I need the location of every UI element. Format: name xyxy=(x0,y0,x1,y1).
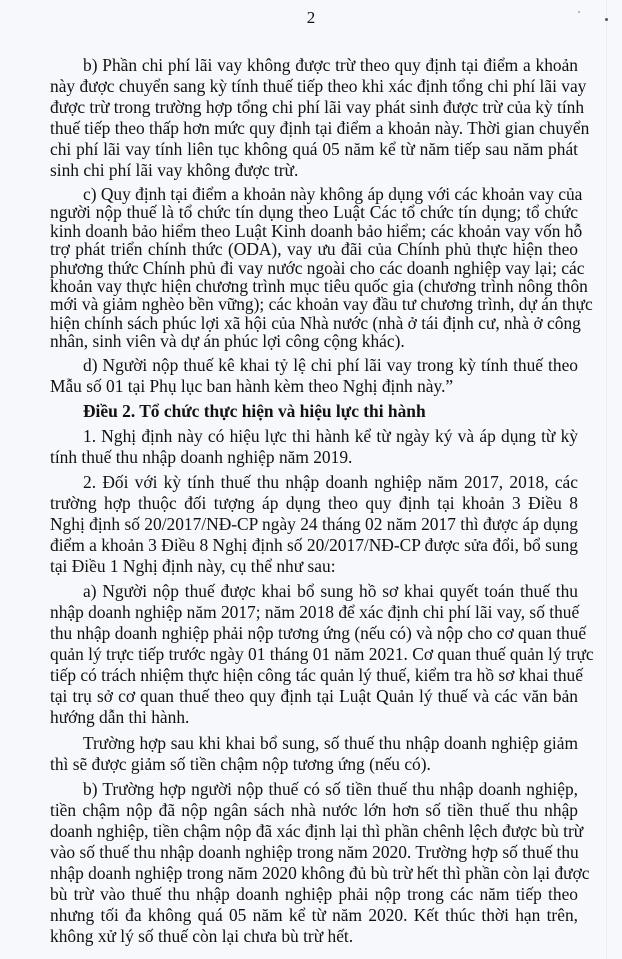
paragraph-line: điểm a khoản 3 Điều 8 Nghị định số 20/2017/NĐ-CP được sửa đổi, bổ sung xyxy=(50,535,578,555)
paragraph-line: b) Trường hợp người nộp thuế có số tiền thuế thu nhập doanh nghiệp, xyxy=(83,779,578,799)
paragraph-line: trợ phát triển chính thức (ODA), vay ưu đãi của Chính phủ thực hiện theo xyxy=(50,239,578,259)
paragraph-line: nhập doanh nghiệp trong năm 2020 không đủ bù trừ hết thì phần còn lại được xyxy=(50,863,590,883)
paragraph-line: tiếp có trách nhiệm thực hiện công tác quản lý thuế, kiểm tra hồ sơ khai thuế xyxy=(50,665,583,685)
paragraph-line: d) Người nộp thuế kê khai tỷ lệ chi phí lãi vay trong kỳ tính thuế theo xyxy=(83,355,578,375)
paragraph-line: không xử lý số thuế còn lại chưa bù trừ hết. xyxy=(50,926,354,946)
paragraph-line: a) Người nộp thuế được khai bổ sung hồ sơ khai quyết toán thuế thu xyxy=(83,581,578,601)
paragraph-line: c) Quy định tại điểm a khoản này không áp dụng với các khoản vay của xyxy=(83,184,583,204)
paragraph-line: b) Phần chi phí lãi vay không được trừ theo quy định tại điểm a khoản xyxy=(83,55,578,75)
paragraph-line: kinh doanh bảo hiểm theo Luật Kinh doanh bảo hiểm; các khoản vay vốn hỗ xyxy=(50,221,583,241)
paragraph-line: Trường hợp sau khi khai bổ sung, số thuế thu nhập doanh nghiệp giảm xyxy=(83,733,578,753)
paragraph-line: hiện chính sách phúc lợi xã hội của Nhà nước (nhà ở tái định cư, nhà ở công xyxy=(50,313,581,333)
page-edge xyxy=(606,0,607,959)
paragraph-line: chi phí lãi vay tính liên tục không quá 05 năm kể từ năm tiếp sau năm phát xyxy=(50,139,578,159)
paragraph-line: nhân, sinh viên và dự án phúc lợi công cộng khác). xyxy=(50,331,405,351)
paragraph-line: sinh chi phí lãi vay không được trừ. xyxy=(50,160,299,180)
paragraph-line: thuế tiếp theo thấp hơn mức quy định tại điểm a khoản này. Thời gian chuyển xyxy=(50,118,590,138)
paragraph-line: nhập doanh nghiệp năm 2017; năm 2018 để xác định chi phí lãi vay, số thuế xyxy=(50,602,580,622)
paragraph-line: thu nhập doanh nghiệp phải nộp tương ứng (nếu có) và nộp cho cơ quan thuế xyxy=(50,623,587,643)
paragraph-line: mới và giảm nghèo bền vững); các khoản vay đầu tư chương trình, dự án thực xyxy=(50,294,593,314)
page-number: 2 xyxy=(306,8,316,27)
paragraph-line: hướng dẫn thi hành. xyxy=(50,707,190,727)
paragraph-line: khoản vay thực hiện chương trình mục tiêu quốc gia (chương trình nông thôn xyxy=(50,276,588,296)
paragraph-line: này được chuyển sang kỳ tính thuế tiếp theo khi xác định tổng chi phí lãi vay xyxy=(50,76,587,96)
paragraph-line: tiền chậm nộp đã nộp ngân sách nhà nước lớn hơn số tiền thuế thu nhập xyxy=(50,800,578,820)
paragraph-line: 1. Nghị định này có hiệu lực thi hành kể từ ngày ký và áp dụng từ kỳ xyxy=(83,426,578,446)
paragraph-line: tính thuế thu nhập doanh nghiệp năm 2019. xyxy=(50,447,353,467)
paragraph-line: trường hợp thuộc đối tượng áp dụng theo quy định tại khoản 3 Điều 8 xyxy=(50,493,578,513)
paragraph-line: doanh nghiệp, tiền chậm nộp đã xác định lại thì phần chênh lệch được bù trừ xyxy=(50,821,584,841)
paragraph-line: Nghị định số 20/2017/NĐ-CP ngày 24 tháng 02 năm 2017 thì được áp dụng xyxy=(50,514,578,534)
article-heading: Điều 2. Tổ chức thực hiện và hiệu lực thi hành xyxy=(83,401,426,421)
paragraph-line: quản lý trực tiếp trước ngày 01 tháng 01 năm 2021. Cơ quan thuế quản lý trực xyxy=(50,644,594,664)
paragraph-line: bù trừ vào thuế thu nhập doanh nghiệp phải nộp trong các năm tiếp theo xyxy=(50,884,578,904)
paragraph-line: phương thức Chính phủ đi vay nước ngoài cho các doanh nghiệp vay lại; các xyxy=(50,258,585,278)
paragraph-line: được trừ trong trường hợp tổng chi phí lãi vay phát sinh được trừ của kỳ tính xyxy=(50,97,585,117)
paragraph-line: vào số thuế thu nhập doanh nghiệp trong năm 2020. Trường hợp số thuế thu xyxy=(50,842,579,862)
paragraph-line: người nộp thuế là tổ chức tín dụng theo Luật Các tổ chức tín dụng; tổ chức xyxy=(50,202,578,222)
paragraph-line: Mẫu số 01 tại Phụ lục ban hành kèm theo Nghị định này.” xyxy=(50,376,454,396)
paragraph-line: thì sẽ được giảm số tiền chậm nộp tương ứng (nếu có). xyxy=(50,754,431,774)
paragraph-line: 2. Đối với kỳ tính thuế thu nhập doanh nghiệp năm 2017, 2018, các xyxy=(83,472,578,492)
paragraph-line: nhưng tối đa không quá 05 năm kể từ năm 2020. Kết thúc thời hạn trên, xyxy=(50,905,578,925)
paragraph-line: tại trụ sở cơ quan thuế theo quy định tại Luật Quản lý thuế và các văn bản xyxy=(50,686,578,706)
paragraph-line: tại Điều 1 Nghị định này, cụ thể như sau: xyxy=(50,556,336,576)
